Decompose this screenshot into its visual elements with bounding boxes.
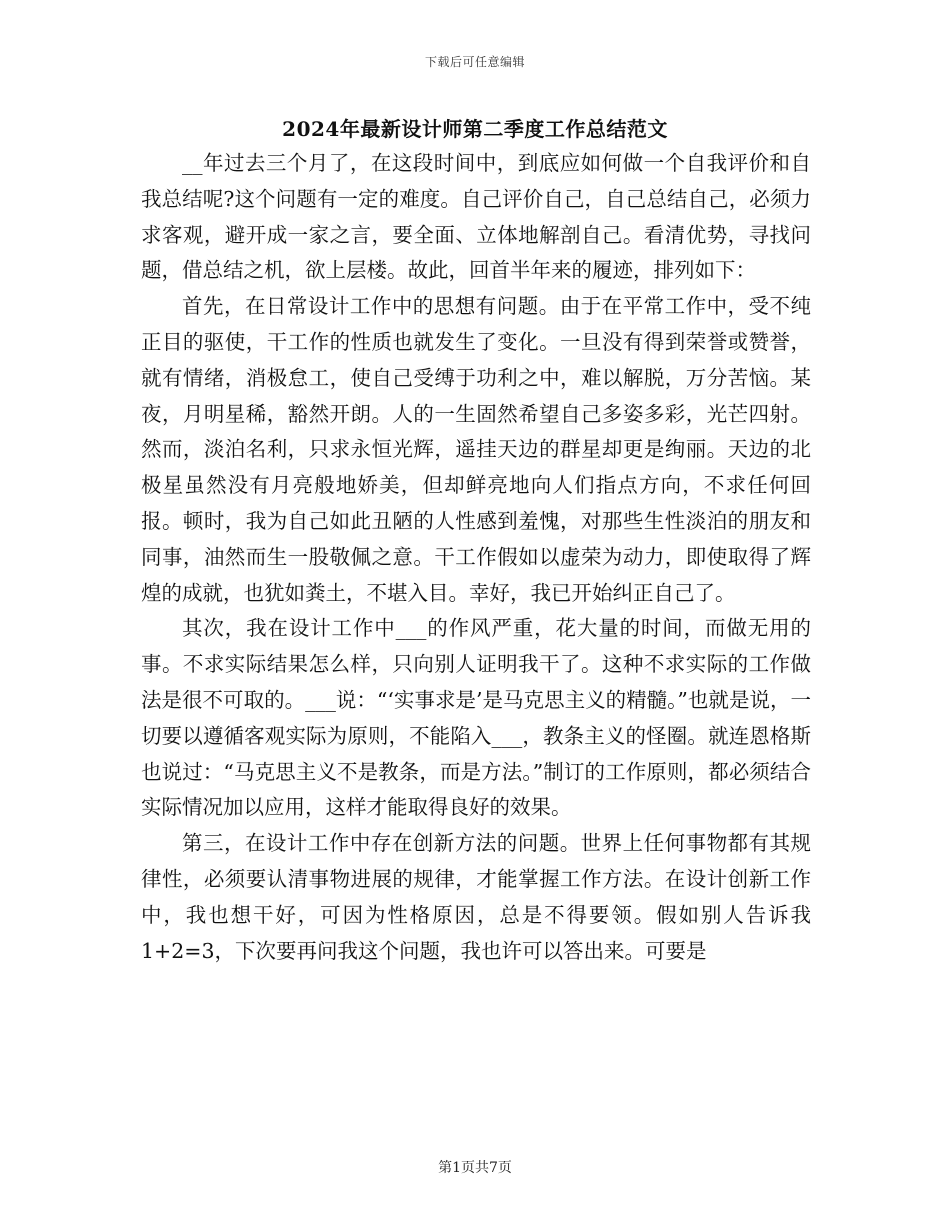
document-title: 2024年最新设计师第二季度工作总结范文 — [282, 117, 668, 141]
paragraph-intro: __年过去三个月了，在这段时间中，到底应如何做一个自我评价和自我总结呢?这个问题有一定的难度。自己评价自己，自己总结自己，必须力求客观，避开成一家之言，要全面、立体地解剖自己。看清优势，寻找问题，借总结之机，欲上层楼。故此，回首半年来的履迹，排列如下： — [141, 151, 811, 283]
page-header-note: 下载后可任意编辑 — [424, 55, 525, 69]
paragraph-first-point: 首先，在日常设计工作中的思想有问题。由于在平常工作中，受不纯正目的驱使，干工作的性质也就发生了变化。一旦没有得到荣誉或赞誉，就有情绪，消极怠工，使自己受缚于功利之中，难以解脱，万分苦恼。某夜，月明星稀，豁然开朗。人的一生固然希望自己多姿多彩，光芒四射。然而，淡泊名利，只求永恒光辉，遥挂天边的群星却更是绚丽。天边的北极星虽然没有月亮般地娇美，但却鲜亮地向人们指点方向，不求任何回报。顿时，我为自己如此丑陋的人性感到羞愧，对那些生性淡泊的朋友和同事，油然而生一股敬佩之意。干工作假如以虚荣为动力，即使取得了辉煌的成就，也犹如粪土，不堪入目。幸好，我已开始纠正自己了。 — [141, 294, 811, 605]
paragraph-third-point: 第三，在设计工作中存在创新方法的问题。世界上任何事物都有其规律性，必须要认清事物进展的规律，才能掌握工作方法。在设计创新工作中，我也想干好，可因为性格原因，总是不得要领。假如别人告诉我1+2=3，下次要再问我这个问题，我也许可以答出来。可要是 — [141, 831, 811, 963]
paragraph-second-point: 其次，我在设计工作中___的作风严重，花大量的时间，而做无用的事。不求实际结果怎么样，只向别人证明我干了。这种不求实际的工作做法是很不可取的。___说：“‘实事求是’是马克思主义的精髓。”也就是说，一切要以遵循客观实际为原则，不能陷入___，教条主义的怪圈。就连恩格斯也说过：“马克思主义不是教条，而是方法。”制订的工作原则，都必须结合实际情况加以应用，这样才能取得良好的效果。 — [141, 616, 811, 820]
page-number: 第1页共7页 — [438, 1160, 512, 1176]
document-body — [141, 146, 811, 969]
